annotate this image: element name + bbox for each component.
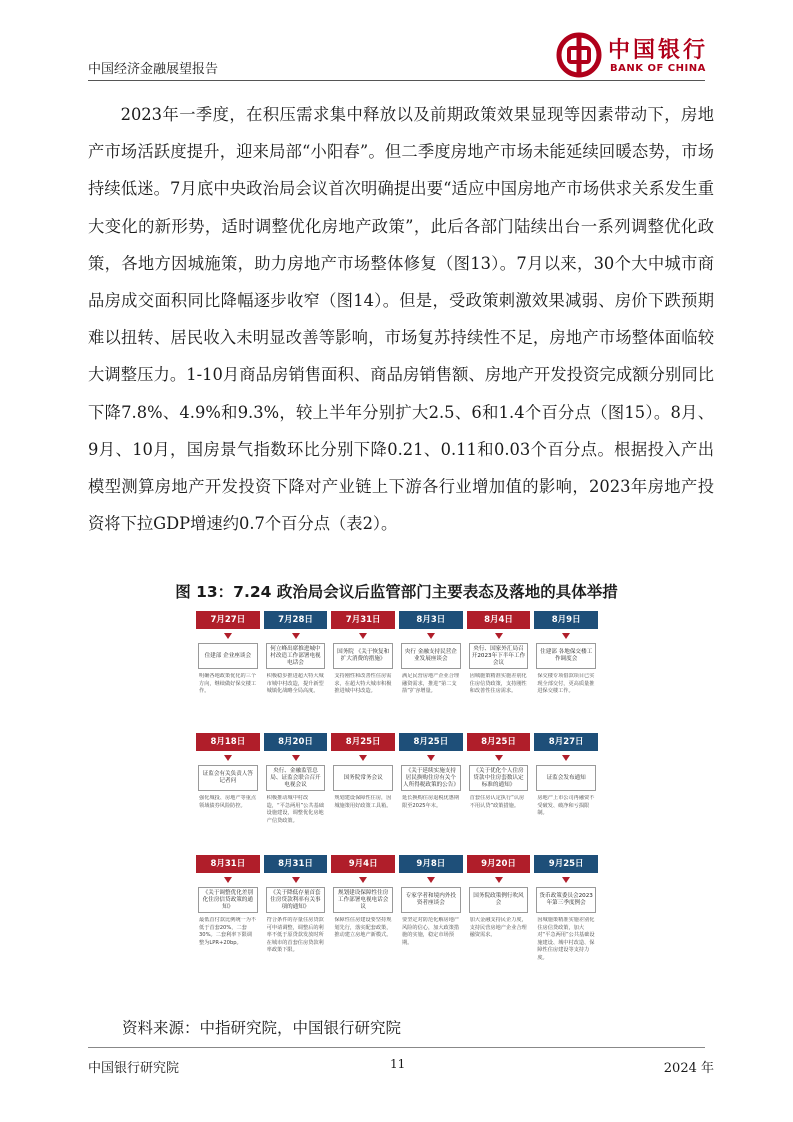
bank-of-china-emblem-icon (556, 32, 602, 78)
down-arrow-icon (562, 633, 570, 639)
logo-english-text: BANK OF CHINA (610, 63, 706, 74)
down-arrow-icon (427, 877, 435, 883)
down-arrow-icon (495, 877, 503, 883)
policy-event-box: 国务院常务会议 (333, 765, 393, 791)
timeline-date: 9月4日 (331, 855, 395, 873)
timeline-date: 8月25日 (467, 733, 531, 751)
policy-event-box: 国务院 《关于恢复和扩大消费的措施》 (333, 643, 393, 669)
down-arrow-icon (562, 877, 570, 883)
footer-divider (88, 1047, 705, 1048)
timeline-date: 8月4日 (467, 611, 531, 629)
policy-description: 强化城投、房地产等重点领域债券风险防控。 (199, 795, 257, 809)
down-arrow-icon (292, 877, 300, 883)
header-divider (88, 80, 705, 81)
policy-event-box: 《关于优化个人住房贷款中住房套数认定标准的通知》 (469, 765, 529, 791)
body-text (88, 96, 714, 542)
down-arrow-icon (562, 755, 570, 761)
policy-event-box: 规划建设保障性住房工作部署电视电话会议 (333, 887, 393, 913)
down-arrow-icon (224, 755, 232, 761)
policy-description: 保障性住房建设要坚持规划先行，落实配套政策，推动建立房地产新模式。 (334, 917, 392, 939)
down-arrow-icon (292, 633, 300, 639)
timeline-date: 8月31日 (196, 855, 260, 873)
policy-description: 明确各地政策优化的三个方向，继续做好保交楼工作。 (199, 673, 257, 695)
timeline-date: 7月27日 (196, 611, 260, 629)
timeline-date: 8月31日 (264, 855, 328, 873)
header-title: 中国经济金融展望报告 (88, 62, 219, 77)
timeline-date: 8月25日 (331, 733, 395, 751)
down-arrow-icon (427, 633, 435, 639)
policy-description: 符合条件的存量住房贷款可申请调整，调整后的利率不低于原贷款发放时所在城市的首套住房贷款利率政策下限。 (266, 917, 324, 954)
policy-event-box: 货币政策委员会2023年第三季度例会 (536, 887, 596, 913)
down-arrow-icon (359, 633, 367, 639)
policy-event-box: 证监会发布通知 (536, 765, 596, 791)
down-arrow-icon (359, 755, 367, 761)
policy-event-box: 国务院政策例行吹风会 (469, 887, 529, 913)
down-arrow-icon (224, 633, 232, 639)
paragraph: 2023年一季度，在积压需求集中释放以及前期政策效果显现等因素带动下，房地产市场活跃度提升，迎来局部“小阳春”。但二季度房地产市场未能延续回暖态势，市场持续低迷。7月底中央政治局会议首次明确提出要“适应中国房地产市场供求关系发生重大变化的新形势，适时调整优化房地产政策”，此后各部门陆续出台一系列调整优化政策，各地方因城施策，助力房地产市场整体修复（图13）。7月以来，30个大中城市商品房成交面积同比降幅逐步收窄（图14）。但是，受政策刺激效果减弱、房价下跌预期难以扭转、居民收入未明显改善等影响，市场复苏持续性不足，房地产市场整体面临较大调整压力。1-10月商品房销售面积、商品房销售额、房地产开发投资完成额分别同比下降7.8%、4.9%和9.3%，较上半年分别扩大2.5、6和1.4个百分点（图15）。8月、9月、10月，国房景气指数环比分别下降0.21、0.11和0.03个百分点。根据投入产出模型测算房地产开发投资下降对产业链上下游各行业增加值的影响，2023年房地产投资将下拉GDP增速约0.7个百分点（表2）。 (88, 105, 714, 534)
down-arrow-icon (495, 633, 503, 639)
policy-description: 加大金融支持民企力度，支持民营房地产企业合理融资需求。 (469, 917, 527, 939)
timeline-date: 8月18日 (196, 733, 260, 751)
policy-event-box: 住建部 各地保交楼工作调度会 (536, 643, 596, 669)
down-arrow-icon (427, 755, 435, 761)
timeline-date: 8月27日 (534, 733, 598, 751)
timeline-date: 7月28日 (264, 611, 328, 629)
policy-event-box: 专家学者和境内外投资者座谈会 (401, 887, 461, 913)
down-arrow-icon (495, 755, 503, 761)
timeline-date: 8月20日 (264, 733, 328, 751)
policy-description: 因城施策精准实施差别化住房信贷政策，加大对“平急两用”公共基础设施建设、城中村改造、保障性住房建设等支持力度。 (537, 917, 595, 961)
policy-description: 延长换购住房退税优惠期限至2025年末。 (402, 795, 460, 809)
policy-event-box: 何立峰出席推进城中村改造工作部署电视电话会 (266, 643, 326, 669)
down-arrow-icon (292, 755, 300, 761)
timeline-date: 9月8日 (399, 855, 463, 873)
policy-event-box: 《关于降低存量首套住房贷款利率有关事项的通知》 (266, 887, 326, 913)
timeline-date: 7月31日 (331, 611, 395, 629)
logo-chinese-text: 中国银行 (608, 37, 709, 63)
policy-description: 支持刚性和改善性住房需求，在超大特大城市积极推进城中村改造。 (334, 673, 392, 695)
policy-event-box: 央行 金融支持民营企业发展座谈会 (401, 643, 461, 669)
policy-timeline-infographic (194, 611, 600, 980)
policy-description: 规划建设保障性住房，因城施策用好政策工具箱。 (334, 795, 392, 809)
footer-org: 中国银行研究院 (88, 1061, 180, 1076)
policy-description: 积极推动城中村改造，“平急两用”公共基础设施建设，调整优化房地产信贷政策。 (266, 795, 324, 824)
timeline-date: 8月3日 (399, 611, 463, 629)
policy-event-box: 《关于调整优化差别化住房信贷政策的通知》 (198, 887, 258, 913)
policy-description: 保交楼专项借款项目已实现全部交付，更高质量推进保交楼工作。 (537, 673, 595, 695)
down-arrow-icon (359, 877, 367, 883)
policy-description: 积极稳步推进超大特大城市城中村改造，提升新型城镇化战略全局高度。 (266, 673, 324, 695)
down-arrow-icon (224, 877, 232, 883)
policy-description: 房地产上市公司再融资不受破发、破净和亏损限制。 (537, 795, 595, 817)
policy-description: 首套住房认定执行“认房不用认贷”政策措施。 (469, 795, 525, 809)
policy-event-box: 央行、国家外汇局召开2023年下半年工作会议 (469, 643, 529, 669)
policy-description: 最低首付款比例统一为不低于首套20%，二套30%。二套利率下限调整为LPR+20bp。 (199, 917, 257, 946)
figure-source: 资料来源：中指研究院，中国银行研究院 (122, 1019, 402, 1037)
figure-title: 图 13：7.24 政治局会议后监管部门主要表态及落地的具体举措 (175, 583, 618, 601)
timeline-date: 8月9日 (534, 611, 598, 629)
policy-event-box: 证监会有关负责人答记者问 (198, 765, 258, 791)
timeline-date: 9月20日 (467, 855, 531, 873)
policy-description: 要坚定对防范化解房地产风险的信心，加大政策措施的实施，稳定市场预期。 (402, 917, 460, 946)
bank-logo (556, 32, 716, 78)
timeline-date: 8月25日 (399, 733, 463, 751)
policy-event-box: 《关于延续实施支持居民换购住房有关个人所得税政策的公告》 (401, 765, 461, 791)
page-number: 11 (390, 1057, 406, 1071)
policy-event-box: 央行、金融监管总局、证监会联合召开电视会议 (266, 765, 326, 791)
timeline-date: 9月25日 (534, 855, 598, 873)
policy-event-box: 住建部 企业座谈会 (198, 643, 258, 669)
footer-year: 2024 年 (663, 1061, 714, 1076)
policy-description: 因城施策精准实施差别化住房信贷政策，支持刚性和改善性住房需求。 (469, 673, 527, 695)
policy-description: 满足民营房地产企业合理融资需求，推进“第二支箭”扩容增量。 (402, 673, 460, 695)
